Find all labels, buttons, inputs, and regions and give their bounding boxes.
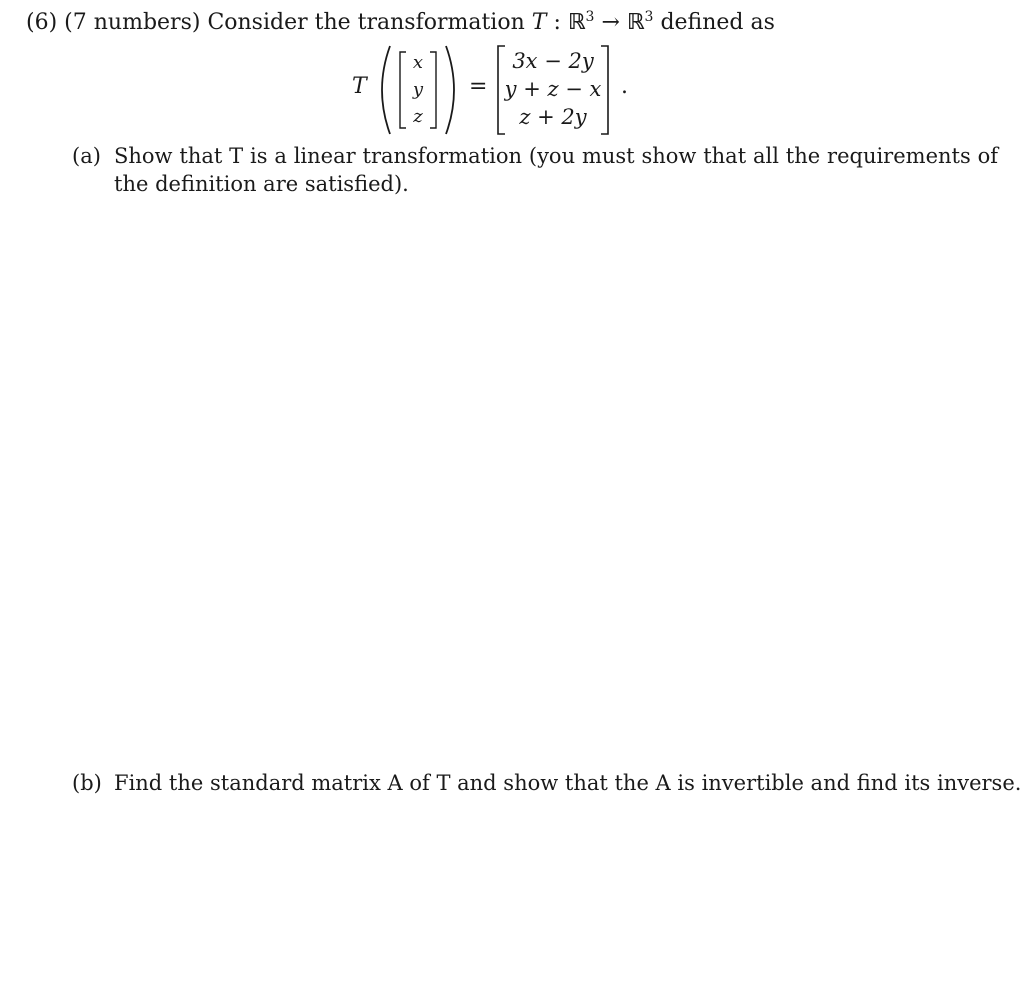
domain-set: ℝ	[567, 10, 586, 35]
codomain-set: ℝ	[626, 10, 645, 35]
input-vector-entry-y: y	[412, 79, 424, 100]
part-b-text: Find the standard matrix A of T and show that the A is invertible and find its inverse.	[114, 771, 1022, 795]
defined-as-text: defined as	[660, 10, 775, 35]
problem-points: (7 numbers)	[64, 10, 201, 35]
equation-lhs-symbol: T	[352, 74, 367, 99]
transformation-equation	[0, 42, 1024, 138]
map-arrow: →	[601, 10, 620, 35]
part-a-text: Show that T is a linear transformation (you must show that all the requirements of the definition are satisfied).	[114, 144, 998, 196]
equals-sign: =	[469, 74, 488, 99]
output-vector-entry-3: z + 2y	[519, 105, 587, 129]
codomain-exponent: 3	[644, 9, 654, 25]
domain-exponent: 3	[585, 9, 595, 25]
part-b	[72, 769, 1022, 797]
part-a	[72, 142, 998, 198]
output-vector-entry-2: y + z − x	[504, 77, 602, 101]
input-vector-entry-z: z	[413, 106, 423, 127]
input-vector-entry-x: x	[412, 52, 424, 73]
part-a-label: (a)	[72, 144, 101, 168]
output-vector-entry-1: 3x − 2y	[512, 49, 594, 73]
problem-number: (6)	[26, 10, 58, 35]
map-colon: :	[553, 10, 561, 35]
problem-header	[26, 8, 775, 38]
part-b-label: (b)	[72, 771, 102, 795]
map-symbol: T	[531, 10, 547, 35]
problem-intro: Consider the transformation	[207, 10, 525, 35]
equation-period: .	[621, 74, 628, 99]
